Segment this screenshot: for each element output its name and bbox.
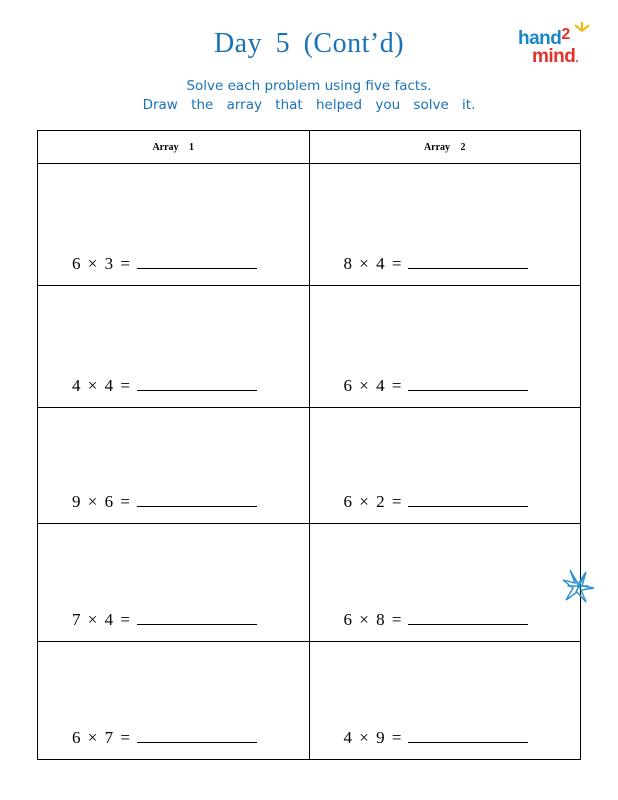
answer-line[interactable] [408, 610, 528, 625]
answer-line[interactable] [137, 610, 257, 625]
problem-cell[interactable] [309, 642, 581, 760]
equation-text: 6 × 4 = [343, 376, 402, 395]
page-title: Day 5 (Cont’d) [213, 28, 405, 59]
equation-text: 4 × 4 = [72, 376, 130, 395]
equation-text: 6 × 2 = [343, 492, 402, 511]
answer-line[interactable] [408, 254, 528, 269]
answer-line[interactable] [137, 376, 257, 391]
problem-cell[interactable] [309, 524, 581, 642]
answer-line[interactable] [408, 376, 528, 391]
column-header-array-1: Array 1 [38, 131, 310, 164]
problem-cell[interactable] [309, 408, 581, 524]
answer-line[interactable] [137, 492, 257, 507]
equation-text: 8 × 4 = [343, 254, 402, 273]
array-worksheet-table [37, 130, 581, 760]
logo-text-dot: . [575, 51, 579, 65]
equation-text: 6 × 3 = [72, 254, 130, 273]
answer-line[interactable] [137, 254, 257, 269]
equation-text: 4 × 9 = [343, 728, 402, 747]
problem-cell[interactable] [309, 286, 581, 408]
instruction-line-2: Draw the array that helped you solve it. [142, 97, 476, 113]
instruction-line-1: Solve each problem using five facts. [186, 78, 432, 94]
equation-text: 9 × 6 = [72, 492, 130, 511]
column-header-array-2: Array 2 [309, 131, 581, 164]
equation-text: 6 × 7 = [72, 728, 130, 747]
star-doodle-icon [560, 566, 598, 606]
hand2mind-logo [518, 26, 598, 70]
logo-text-hand: hand [518, 28, 562, 49]
problem-cell[interactable] [309, 164, 581, 286]
problem-cell[interactable] [38, 524, 310, 642]
logo-text-mind: mind [532, 46, 576, 67]
problem-cell[interactable] [38, 408, 310, 524]
equation-text: 7 × 4 = [72, 610, 130, 629]
sunburst-icon [572, 20, 592, 32]
answer-line[interactable] [137, 728, 257, 743]
answer-line[interactable] [408, 728, 528, 743]
problem-cell[interactable] [38, 286, 310, 408]
problem-cell[interactable] [38, 642, 310, 760]
problem-cell[interactable] [38, 164, 310, 286]
answer-line[interactable] [408, 492, 528, 507]
logo-text-two: 2 [561, 26, 570, 43]
equation-text: 6 × 8 = [343, 610, 402, 629]
